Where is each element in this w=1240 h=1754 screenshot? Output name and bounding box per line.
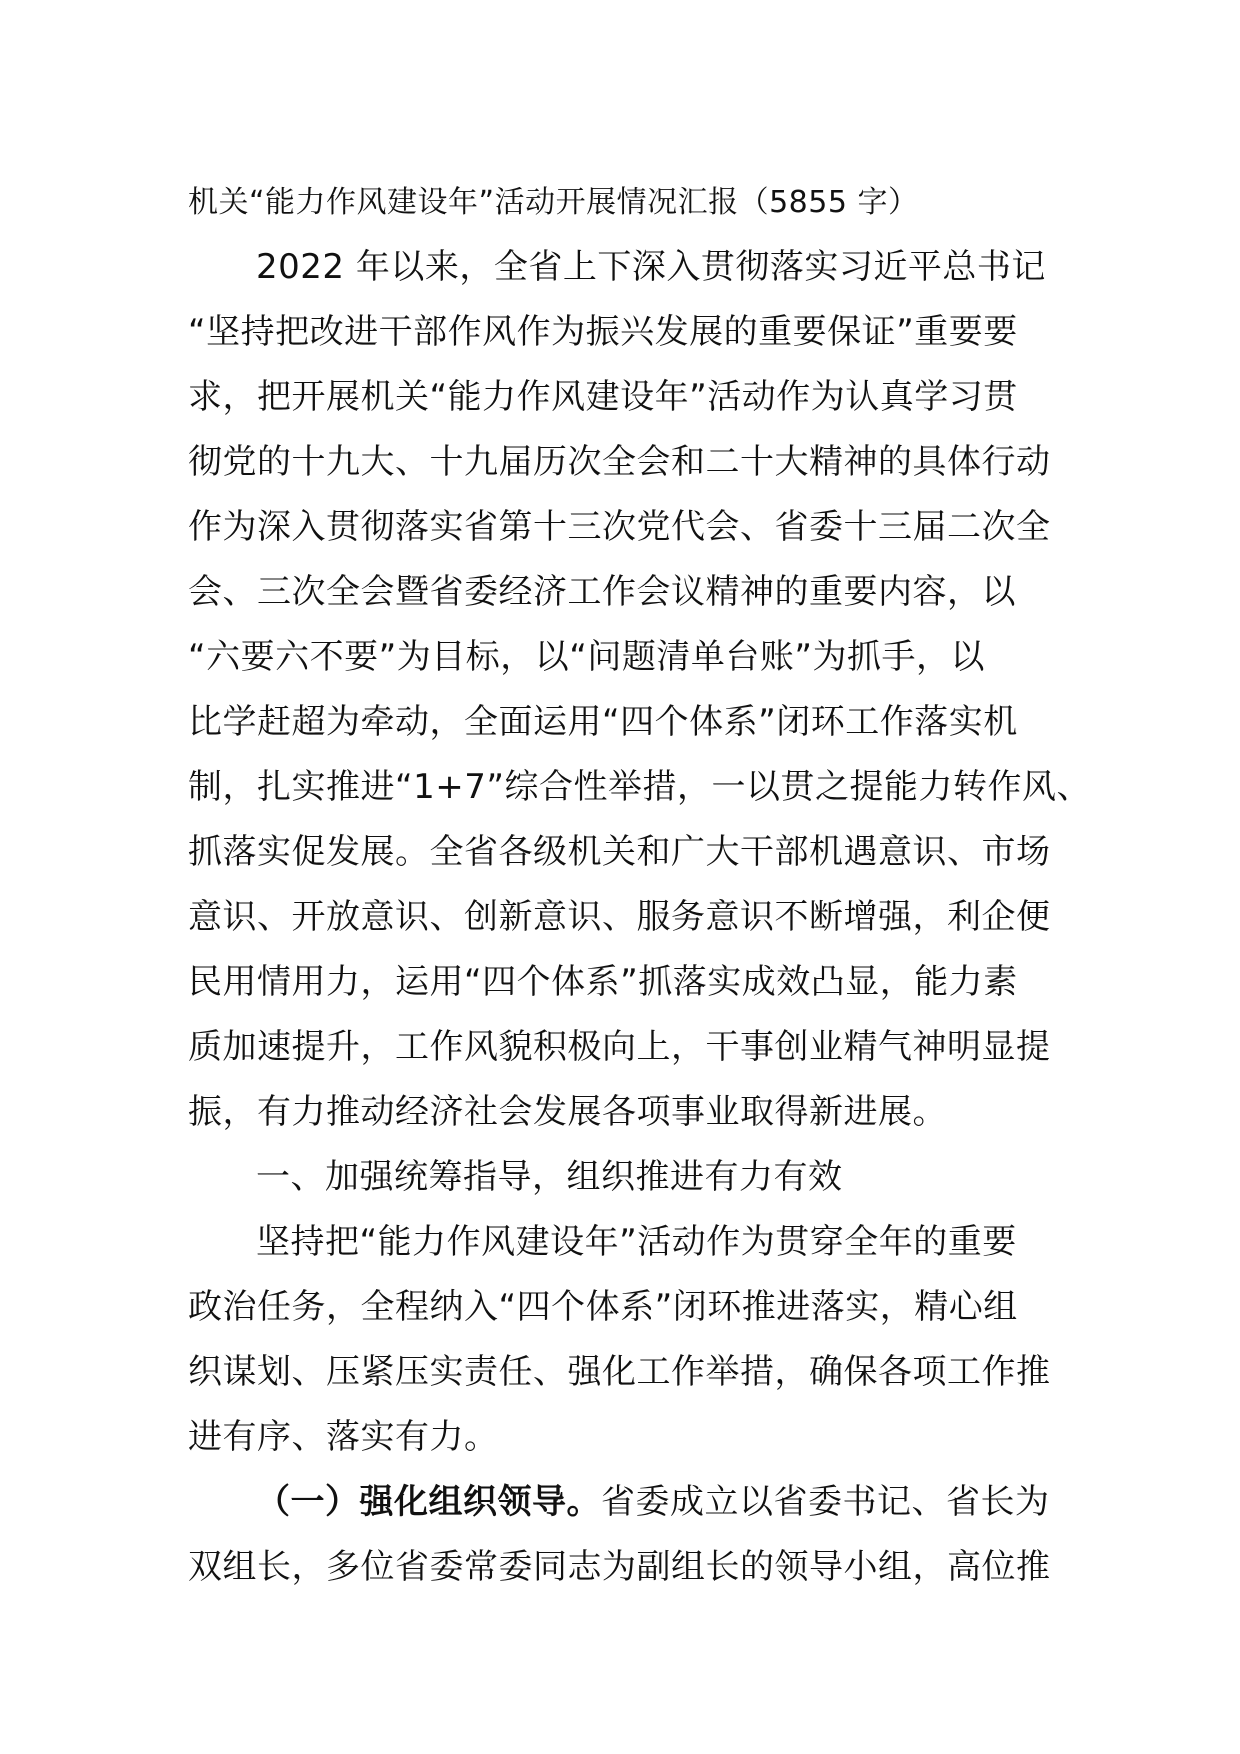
section-line: 坚持把“能力作风建设年”活动作为贯穿全年的重要	[256, 1222, 1017, 1262]
document-body	[188, 170, 1091, 1600]
section-heading: 一、加强统筹指导，组织推进有力有效	[256, 1157, 843, 1197]
intro-line: 彻党的十九大、十九届历次全会和二十大精神的具体行动	[188, 442, 1051, 482]
section-line: 政治任务，全程纳入“四个体系”闭环推进落实，精心组	[188, 1287, 1018, 1327]
subsection-first-line	[188, 1470, 1058, 1535]
intro-line: “坚持把改进干部作风作为振兴发展的重要保证”重要要	[188, 312, 1018, 352]
section-line: 织谋划、压紧压实责任、强化工作举措，确保各项工作推	[188, 1352, 1051, 1392]
subsection-heading: （一）强化组织领导。	[256, 1482, 601, 1522]
intro-line: 制，扎实推进“1+7”综合性举措，一以贯之提能力转作风、	[188, 767, 1091, 807]
intro-line: 比学赶超为牵动，全面运用“四个体系”闭环工作落实机	[188, 702, 1018, 742]
intro-line: 作为深入贯彻落实省第十三次党代会、省委十三届二次全	[188, 507, 1051, 547]
document-title: 机关“能力作风建设年”活动开展情况汇报（5855 字）	[188, 185, 919, 220]
intro-line: 2022 年以来，全省上下深入贯彻落实习近平总书记	[256, 247, 1046, 287]
intro-line: 民用情用力，运用“四个体系”抓落实成效凸显，能力素	[188, 962, 1018, 1002]
subsection-text: 省委成立以省委书记、省长为	[601, 1482, 1050, 1522]
intro-line: “六要六不要”为目标，以“问题清单台账”为抓手，以	[188, 637, 985, 677]
intro-line: 求，把开展机关“能力作风建设年”活动作为认真学习贯	[188, 377, 1018, 417]
intro-line: 抓落实促发展。全省各级机关和广大干部机遇意识、市场	[188, 832, 1051, 872]
intro-line: 质加速提升，工作风貌积极向上，干事创业精气神明显提	[188, 1027, 1051, 1067]
section-line: 进有序、落实有力。	[188, 1417, 499, 1457]
intro-line: 振，有力推动经济社会发展各项事业取得新进展。	[188, 1092, 947, 1132]
intro-line: 会、三次全会暨省委经济工作会议精神的重要内容，以	[188, 572, 1016, 612]
subsection-line: 双组长，多位省委常委同志为副组长的领导小组，高位推	[188, 1547, 1051, 1587]
intro-line: 意识、开放意识、创新意识、服务意识不断增强，利企便	[188, 897, 1051, 937]
